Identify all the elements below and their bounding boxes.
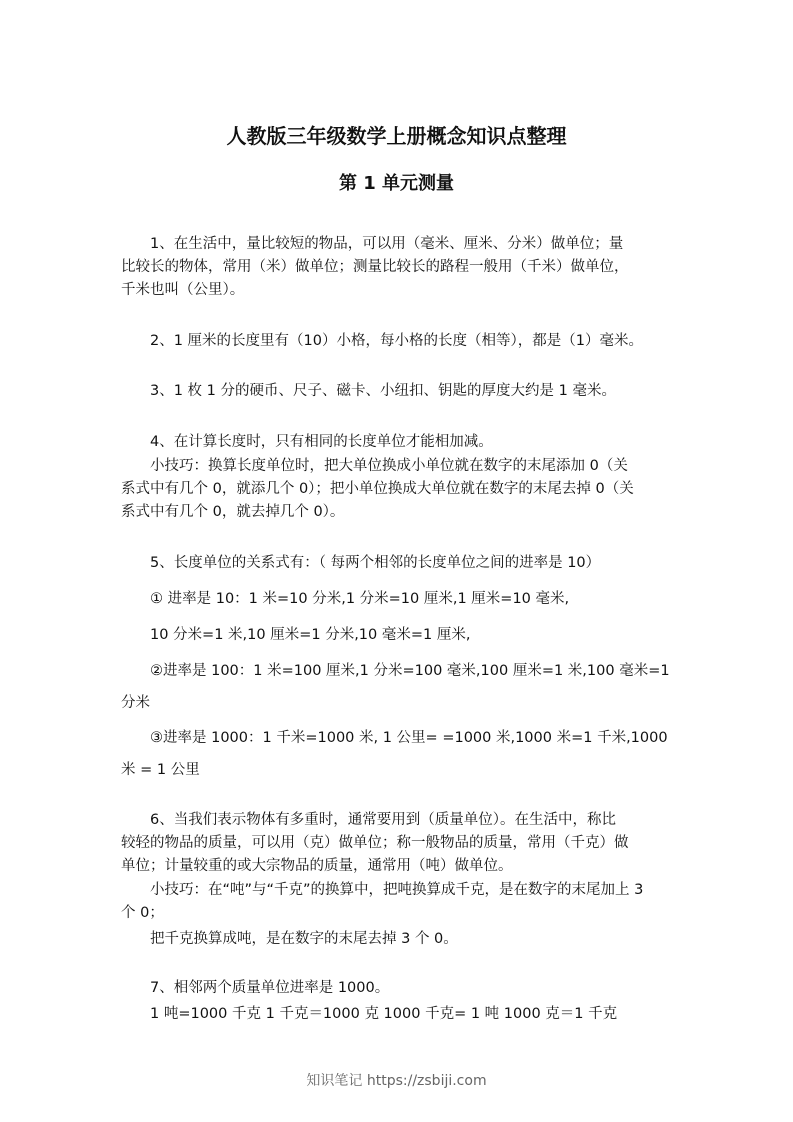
paragraph-line: 6、当我们表示物体有多重时，通常要用到（质量单位）。在生活中，称比: [150, 812, 616, 828]
paragraph-line: 3、1 枚 1 分的硬币、尺子、磁卡、小纽扣、钥匙的厚度大约是 1 毫米。: [150, 383, 616, 399]
paragraph-line: 5、长度单位的关系式有：（ 每两个相邻的长度单位之间的进率是 10）: [150, 555, 601, 571]
paragraph-line: 千米也叫（公里）。: [121, 282, 245, 298]
paragraph-line: 把千克换算成吨，是在数字的末尾去掉 3 个 0。: [150, 931, 458, 947]
paragraph-line: 较轻的物品的质量，可以用（克）做单位；称一般物品的质量，常用（千克）做: [121, 835, 629, 851]
paragraph-line: 2、1 厘米的长度里有（10）小格，每小格的长度（相等），都是（1）毫米。: [150, 333, 643, 349]
document-title: 人教版三年级数学上册概念知识点整理: [226, 124, 567, 148]
paragraph-line: 1、在生活中，量比较短的物品，可以用（毫米、厘米、分米）做单位；量: [150, 236, 624, 252]
paragraph-line: 系式中有几个 0，就添几个 0）；把小单位换成大单位就在数字的末尾去掉 0（关: [121, 481, 634, 497]
paragraph-line: 1 吨=1000 千克 1 千克＝1000 克 1000 千克= 1 吨 1000 克＝1 千克: [150, 1006, 618, 1022]
paragraph-line: 小技巧：换算长度单位时，把大单位换成小单位就在数字的末尾添加 0（关: [150, 458, 628, 474]
footer-watermark: 知识笔记 https://zsbiji.com: [306, 1073, 487, 1089]
paragraph-line: ③进率是 1000：1 千米=1000 米, 1 公里= =1000 米,1000 米=1 千米,1000: [150, 730, 668, 746]
paragraph-line: ②进率是 100：1 米=100 厘米,1 分米=100 毫米,100 厘米=1 米,100 毫米=1: [150, 663, 670, 679]
paragraph-line: 7、相邻两个质量单位进率是 1000。: [150, 980, 390, 996]
paragraph-line: 小技巧：在“吨”与“千克”的换算中，把吨换算成千克，是在数字的末尾加上 3: [150, 882, 644, 898]
paragraph-line: 分米: [121, 695, 150, 711]
paragraph-line: 米 = 1 公里: [121, 762, 200, 778]
paragraph-line: ① 进率是 10：1 米=10 分米,1 分米=10 厘米,1 厘米=10 毫米,: [150, 591, 570, 607]
paragraph-line: 4、在计算长度时，只有相同的长度单位才能相加减。: [150, 434, 493, 450]
paragraph-line: 单位；计量较重的或大宗物品的质量，通常用（吨）做单位。: [121, 858, 513, 874]
paragraph-line: 个 0；: [121, 905, 164, 921]
paragraph-line: 10 分米=1 米,10 厘米=1 分米,10 毫米=1 厘米,: [150, 627, 471, 643]
unit-title: 第 1 单元测量: [338, 173, 455, 194]
paragraph-line: 系式中有几个 0，就去掉几个 0）。: [121, 504, 345, 520]
paragraph-line: 比较长的物体，常用（米）做单位；测量比较长的路程一般用（千米）做单位，: [121, 259, 629, 275]
